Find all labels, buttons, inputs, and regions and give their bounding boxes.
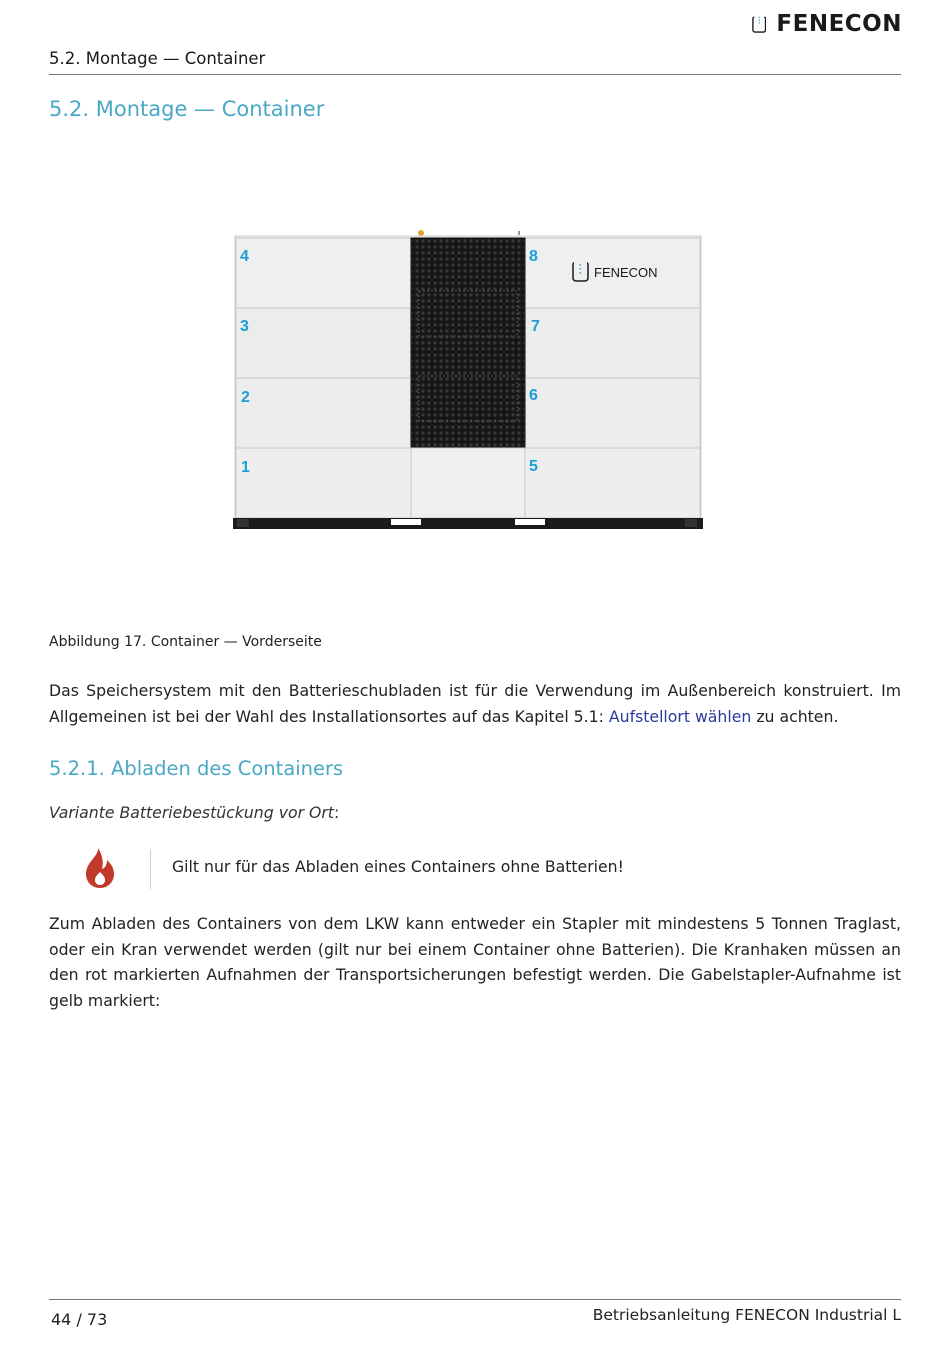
- admonition-divider: [150, 849, 151, 889]
- drawer-number: 7: [531, 318, 540, 335]
- footer-document-title: Betriebsanleitung FENECON Industrial L: [592, 1306, 901, 1324]
- drawer-number: 4: [240, 248, 249, 265]
- drawer-number: 3: [240, 318, 249, 335]
- container-illustration: [228, 226, 708, 536]
- intro-text: Das Speichersystem mit den Batterieschubladen ist für die Verwendung im Außenbereich konstruiert. Im Allgemeinen ist bei der Wahl des Installationsortes auf das Kapitel 5.1:: [49, 681, 901, 726]
- variant-label: Variante Batteriebestückung vor Ort: [49, 803, 334, 822]
- battery-logo-icon: [752, 4, 766, 44]
- body-paragraph: Zum Abladen des Containers von dem LKW kann entweder ein Stapler mit mindestens 5 Tonnen Traglast, oder ein Kran verwendet werden (gilt nur bei einem Container ohne Batterien). Die Kranhaken müssen an den rot markierten Aufnahmen der Transportsicherungen befestigt werden. Die Gabelstapler-Aufnahme ist gelb markiert:: [49, 914, 901, 1010]
- intro-text-end: zu achten.: [751, 706, 839, 726]
- variant-line: [49, 803, 339, 822]
- subsection-title: 5.2.1. Abladen des Containers: [49, 757, 344, 780]
- container-badge-text: FENECON: [594, 265, 658, 280]
- logo-text: FENECON: [776, 11, 902, 37]
- container-front-figure: [228, 226, 708, 536]
- variant-colon: :: [333, 803, 340, 822]
- intro-paragraph: [49, 678, 901, 729]
- figure-caption: Abbildung 17. Container — Vorderseite: [49, 634, 322, 650]
- drawer-number: 5: [529, 458, 538, 475]
- flame-icon: [82, 846, 118, 890]
- header-divider: [49, 74, 901, 75]
- page-number: 44 / 73: [51, 1310, 108, 1329]
- drawer-number: 2: [241, 389, 250, 406]
- running-header: 5.2. Montage — Container: [49, 49, 266, 68]
- admonition-text: Gilt nur für das Abladen eines Containers ohne Batterien!: [172, 857, 624, 876]
- drawer-number: 8: [529, 248, 538, 265]
- drawer-number: 6: [529, 387, 538, 404]
- fenecon-logo: [752, 4, 902, 44]
- section-title: 5.2. Montage — Container: [49, 97, 325, 121]
- drawer-number: 1: [241, 459, 250, 476]
- footer-divider: [49, 1299, 901, 1300]
- chapter-link[interactable]: Aufstellort wählen: [608, 706, 752, 726]
